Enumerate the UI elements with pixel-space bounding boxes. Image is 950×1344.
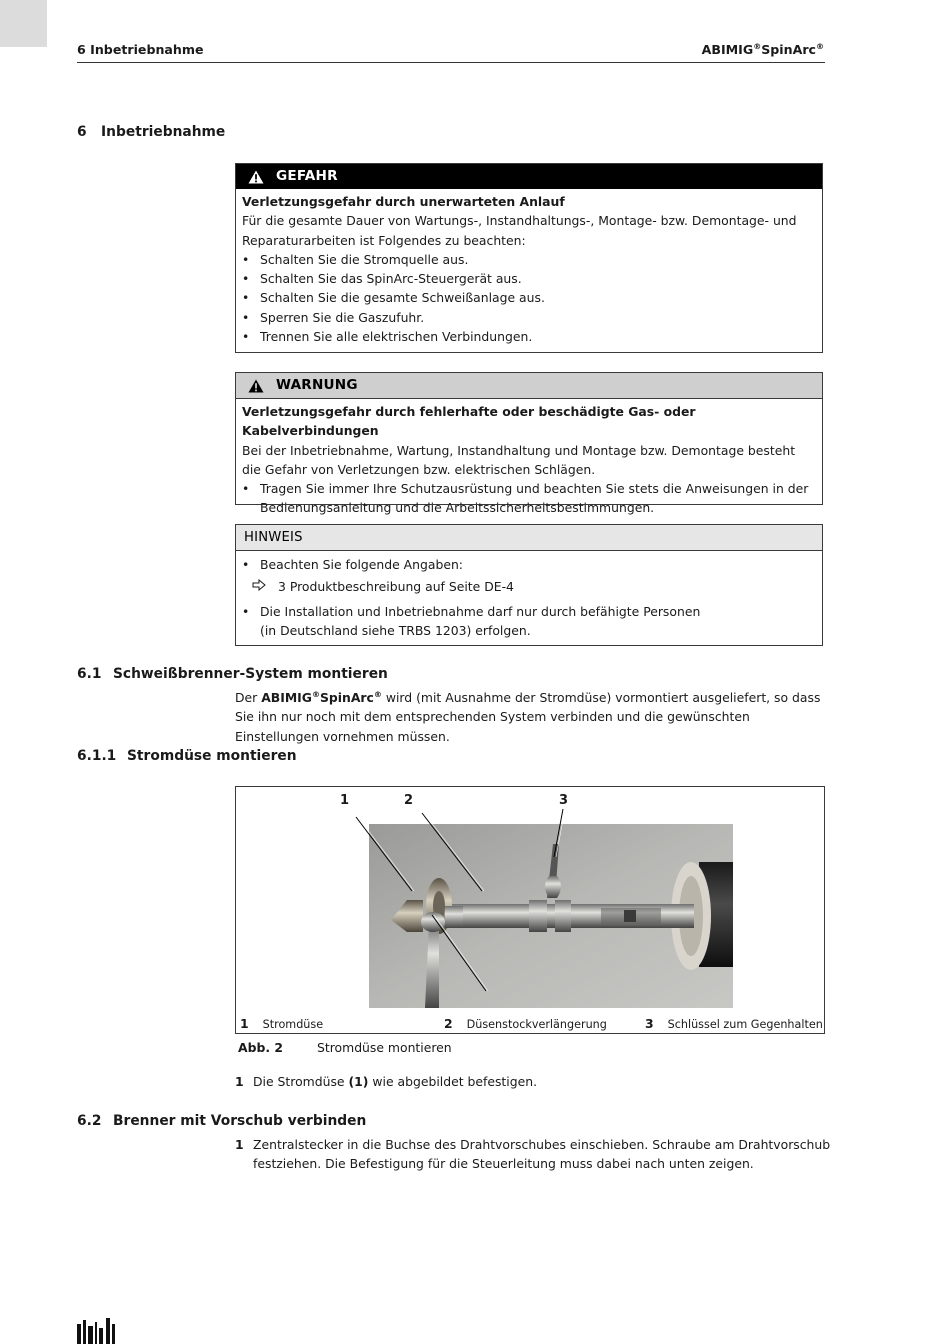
danger-bullet: • Trennen Sie alle elektrischen Verbindungen. — [242, 329, 533, 345]
callout-3-top: 3 — [559, 793, 569, 808]
note-bullet: • Die Installation und Inbetriebnahme darf nur durch befähigte Personen (in Deutschland siehe TRBS 1203) erfolgen. — [242, 603, 701, 638]
callout-1: 1 — [340, 793, 350, 808]
warning-notice — [235, 372, 823, 516]
step-mount-nozzle: 1 Die Stromdüse (1) wie abgebildet befestigen. — [235, 1074, 538, 1089]
danger-bullet: • Sperren Sie die Gaszufuhr. — [242, 309, 425, 325]
warning-label: WARNUNG — [276, 376, 358, 393]
header-rule — [77, 62, 825, 63]
warning-header — [236, 373, 822, 399]
running-header-chapter: 6 Inbetriebnahme — [77, 42, 204, 57]
warning-bullet: • Tragen Sie immer Ihre Schutzausrüstung und beachten Sie stets die Anweisungen in der Bedienungsanleitung und die Arbeitssicherheitsbestimmungen. — [242, 481, 809, 516]
step-connect-feeder: 1 Zentralstecker in die Buchse des Drahtvorschubes einschieben. Schraube am Drahtvorschub festziehen. Die Befestigung für die Steuerleitung muss dabei nach unten zeigen. — [235, 1137, 831, 1172]
page-tab-marker — [0, 0, 47, 47]
section-heading-6-1: 6.1 Schweißbrenner-System montieren — [77, 666, 388, 682]
danger-label: GEFAHR — [276, 167, 338, 184]
warning-triangle-icon — [236, 379, 276, 393]
legend-item-2: 2 Düsenstockverlängerung — [444, 1016, 607, 1031]
arrow-right-icon — [252, 577, 278, 596]
section-heading-6-1-1: 6.1.1 Stromdüse montieren — [77, 748, 297, 764]
note-notice — [235, 524, 823, 646]
danger-bullet: • Schalten Sie das SpinArc-Steuergerät aus. — [242, 271, 522, 287]
section-heading-6-2: 6.2 Brenner mit Vorschub verbinden — [77, 1113, 367, 1129]
legend-item-1: 1 Stromdüse — [240, 1016, 324, 1031]
warning-title: Verletzungsgefahr durch fehlerhafte oder beschädigte Gas- oder Kabelverbindungen — [242, 404, 696, 439]
cross-reference[interactable] — [242, 577, 816, 596]
danger-intro: Für die gesamte Dauer von Wartungs-, Instandhaltungs-, Montage- bzw. Demontage- und Reparaturarbeiten ist Folgendes zu beachten: — [242, 213, 797, 248]
danger-title: Verletzungsgefahr durch unerwarteten Anlauf — [242, 194, 565, 209]
warning-triangle-icon — [236, 170, 276, 184]
figure-caption: Abb. 2 Stromdüse montieren — [238, 1040, 452, 1055]
danger-header — [236, 164, 822, 189]
danger-notice — [235, 163, 823, 353]
chapter-heading — [77, 123, 225, 142]
danger-bullet: • Schalten Sie die Stromquelle aus. — [242, 251, 469, 267]
figure-frame — [235, 786, 825, 1034]
legend-item-3: 3 Schlüssel zum Gegenhalten — [645, 1016, 823, 1031]
manufacturer-logo — [77, 1318, 117, 1344]
warning-intro: Bei der Inbetriebnahme, Wartung, Instandhaltung und Montage bzw. Demontage besteht die Gefahr von Verletzungen bzw. elektrischen Schlägen. — [242, 442, 796, 477]
note-bullet: • Beachten Sie folgende Angaben: — [242, 557, 463, 572]
running-header-product: ABIMIG®SpinArc® — [701, 41, 824, 57]
danger-bullet: • Schalten Sie die gesamte Schweißanlage aus. — [242, 290, 545, 306]
callout-leader-lines — [236, 787, 826, 1035]
note-header: HINWEIS — [236, 525, 822, 551]
section-6-1-text: Der ABIMIG®SpinArc® wird (mit Ausnahme der Stromdüse) vormontiert ausgeliefert, so dass Sie ihn nur noch mit dem entsprechenden System verbinden und die gewünschten Einstellungen vornehmen müssen. — [235, 689, 821, 744]
callout-2: 2 — [404, 793, 414, 808]
chapter-title: Inbetriebnahme — [101, 124, 226, 140]
chapter-number: 6 — [77, 124, 87, 140]
reference-link[interactable]: 3 Produktbeschreibung auf Seite DE-4 — [278, 579, 514, 595]
